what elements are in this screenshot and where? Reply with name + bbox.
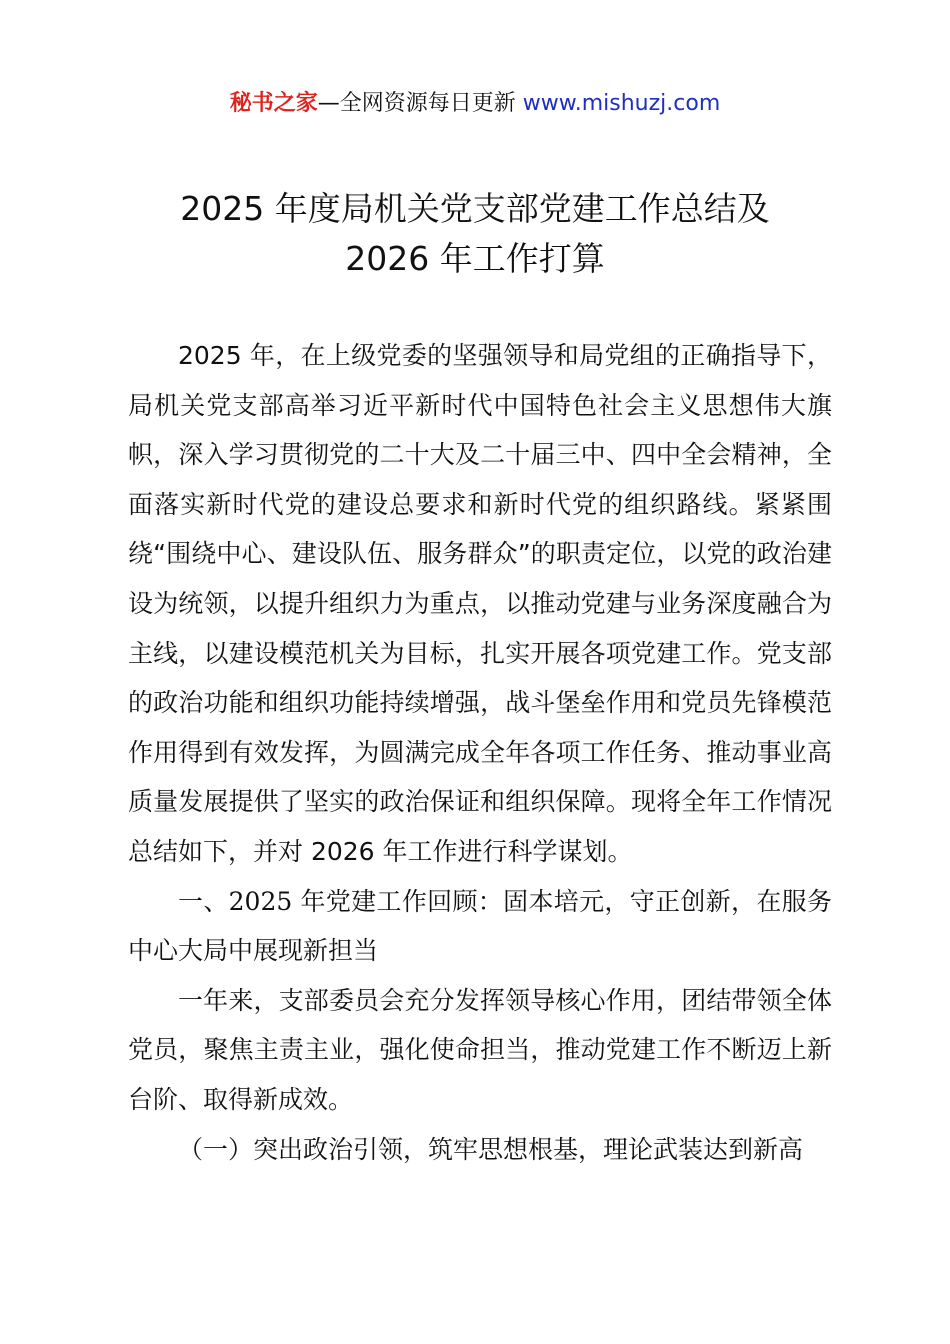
section-heading-1: 一、2025 年党建工作回顾：固本培元，守正创新，在服务中心大局中展现新担当 xyxy=(128,886,832,966)
site-slogan: —全网资源每日更新 xyxy=(317,91,516,116)
subsection-heading-1: （一）突出政治引领，筑牢思想根基，理论武装达到新高 xyxy=(178,1134,804,1164)
document-body xyxy=(128,331,832,1174)
document-title xyxy=(0,184,950,284)
title-line-1: 2025 年度局机关党支部党建工作总结及 xyxy=(180,189,770,228)
section-paragraph: 一年来，支部委员会充分发挥领导核心作用，团结带领全体党员，聚焦主责主业，强化使命担当，推动党建工作不断迈上新台阶、取得新成效。 xyxy=(128,985,832,1114)
title-line-2: 2026 年工作打算 xyxy=(345,239,605,278)
site-header xyxy=(0,88,950,120)
site-name: 秘书之家 xyxy=(229,91,318,116)
site-url-link[interactable]: www.mishuzj.com xyxy=(522,91,721,116)
intro-paragraph: 2025 年，在上级党委的坚强领导和局党组的正确指导下，局机关党支部高举习近平新时代中国特色社会主义思想伟大旗帜，深入学习贯彻党的二十大及二十届三中、四中全会精神，全面落实新时代党的建设总要求和新时代党的组织路线。紧紧围绕“围绕中心、建设队伍、服务群众”的职责定位，以党的政治建设为统领，以提升组织力为重点，以推动党建与业务深度融合为主线，以建设模范机关为目标，扎实开展各项党建工作。党支部的政治功能和组织功能持续增强，战斗堡垒作用和党员先锋模范作用得到有效发挥，为圆满完成全年各项工作任务、推动事业高质量发展提供了坚实的政治保证和组织保障。现将全年工作情况总结如下，并对 2026 年工作进行科学谋划。 xyxy=(128,341,832,866)
